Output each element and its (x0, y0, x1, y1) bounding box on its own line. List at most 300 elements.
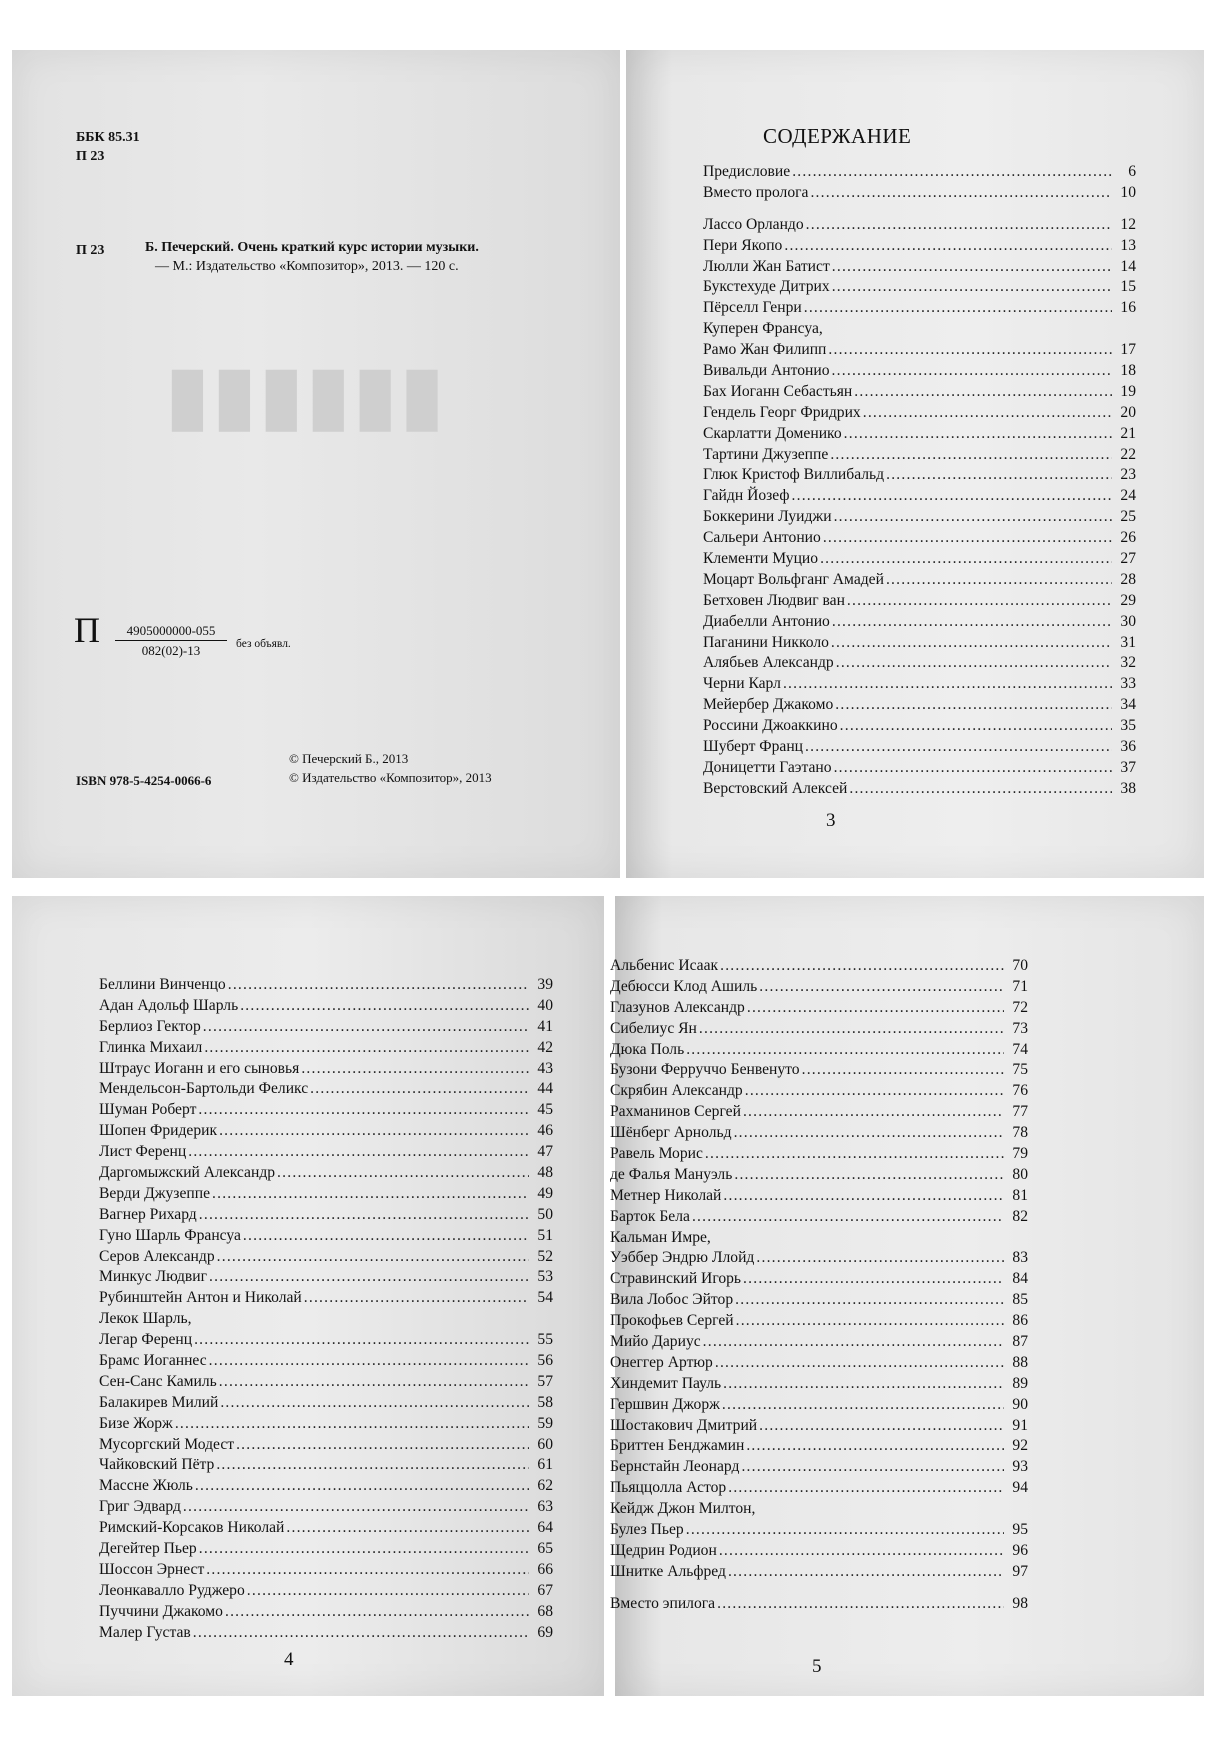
toc-entry (610, 1332, 1028, 1353)
toc-entry (99, 1602, 553, 1623)
toc-entry (703, 424, 1136, 445)
toc-entry-page: 10 (1120, 183, 1136, 201)
toc-entry (610, 1102, 1028, 1123)
toc-leader-dots (219, 1121, 529, 1142)
toc-entry-page: 62 (537, 1477, 553, 1495)
toc-entry-page: 25 (1120, 508, 1136, 526)
toc-entry-name: Сен-Санс Камиль (99, 1372, 217, 1390)
toc-entry-page: 76 (1012, 1082, 1028, 1100)
toc-entry-name: Рахманинов Сергей (610, 1103, 741, 1121)
toc-entry (99, 1351, 553, 1372)
toc-leader-dots (854, 382, 1112, 403)
colophon-page (12, 50, 620, 878)
toc-entry-page: 14 (1120, 257, 1136, 275)
toc-leader-dots (756, 1248, 1004, 1269)
toc-entry-page: 79 (1012, 1145, 1028, 1163)
toc-entry-page: 64 (537, 1519, 553, 1537)
toc-leader-dots (834, 758, 1112, 779)
toc-entry-name: Метнер Николай (610, 1186, 722, 1204)
toc-entry-name: Лассо Орландо (703, 215, 804, 233)
toc-entry-name: Пуччини Джакомо (99, 1602, 223, 1620)
toc-entry (703, 653, 1136, 674)
toc-leader-dots (183, 1497, 529, 1518)
toc-entry-name: Адан Адольф Шарль (99, 996, 239, 1014)
toc-entry-name: Предисловие (703, 163, 791, 180)
toc-entry-page: 32 (1120, 654, 1136, 672)
toc-entry (99, 1560, 553, 1581)
toc-leader-dots (195, 1476, 529, 1497)
toc-entry-page: 20 (1120, 403, 1136, 421)
toc-entry-page: 51 (537, 1226, 553, 1244)
toc-entry (703, 215, 1136, 236)
toc-leader-dots (834, 507, 1112, 528)
toc-entry-page: 70 (1012, 957, 1028, 974)
toc-leader-dots (886, 465, 1112, 486)
toc-leader-dots (286, 1518, 529, 1539)
toc-leader-dots (209, 1351, 529, 1372)
toc-entry-page: 44 (537, 1080, 553, 1098)
toc-leader-dots (194, 1330, 529, 1351)
toc-leader-dots (832, 361, 1112, 382)
toc-leader-dots (806, 215, 1112, 236)
toc-entry-name: Кейдж Джон Милтон, (610, 1500, 756, 1518)
toc-entry (703, 162, 1136, 183)
fraction-numerator: 4905000000-055 (126, 623, 216, 638)
toc-entry (99, 1079, 553, 1100)
toc-entry-page: 63 (537, 1498, 553, 1516)
toc-entry (99, 1435, 553, 1456)
toc-entry-name: Лекок Шарль, (99, 1310, 192, 1328)
toc-entry-name: Малер Густав (99, 1623, 191, 1641)
toc-entry (703, 382, 1136, 403)
toc-entry (703, 695, 1136, 716)
toc-entry-page: 37 (1120, 758, 1136, 776)
toc-leader-dots (692, 1207, 1004, 1228)
toc-entry-page: 31 (1120, 633, 1136, 651)
toc-entry-name: Брамс Иоганнес (99, 1352, 207, 1370)
toc-entry (610, 1060, 1028, 1081)
bib-line-1: Б. Печерский. Очень краткий курс истории музыки. (145, 240, 479, 255)
author-mark-top: П 23 (76, 149, 105, 164)
toc-entry-name: Пьяццолла Астор (610, 1479, 727, 1497)
toc-entry-page: 69 (537, 1623, 553, 1641)
toc-entry (610, 1374, 1028, 1395)
toc-entry-name: Вивальди Антонио (703, 362, 830, 380)
toc-entry-name: Булез Пьер (610, 1521, 684, 1539)
toc-entry-name: Вместо пролога (703, 183, 809, 201)
toc-leader-dots (206, 1560, 529, 1581)
toc-entry (610, 977, 1028, 998)
toc-leader-dots (225, 1602, 529, 1623)
fraction-letter: П (74, 610, 100, 650)
toc-leader-dots (820, 549, 1112, 570)
toc-leader-dots (844, 424, 1112, 445)
toc-leader-dots (188, 1142, 529, 1163)
toc-leader-dots (723, 1186, 1004, 1207)
toc-entry-page: 60 (537, 1435, 553, 1453)
toc-entry-page: 59 (537, 1414, 553, 1432)
toc-entry-name: Клементи Муцио (703, 550, 819, 568)
toc-leader-dots (747, 998, 1004, 1019)
toc-entry-name: Леонкавалло Руджеро (99, 1581, 245, 1599)
toc-entry (610, 1436, 1028, 1457)
toc-entry-page: 47 (537, 1143, 553, 1161)
toc-entry (99, 1100, 553, 1121)
toc-leader-dots (746, 1436, 1004, 1457)
toc-entry-page: 89 (1012, 1374, 1028, 1392)
toc-entry (610, 1562, 1028, 1583)
toc-leader-dots (759, 977, 1004, 998)
toc-entry-page: 55 (537, 1331, 553, 1349)
toc-entry-name: Черни Карл (703, 675, 781, 693)
toc-entry-name: Рамо Жан Филипп (703, 341, 827, 359)
toc-entry (703, 528, 1136, 549)
toc-entry-name: Гуно Шарль Франсуа (99, 1226, 241, 1244)
toc-entry-page: 28 (1120, 570, 1136, 588)
toc-entry (703, 340, 1136, 361)
toc-leader-dots (212, 1184, 529, 1205)
toc-leader-dots (240, 996, 529, 1017)
toc-entry-name: Куперен Франсуа, (703, 320, 823, 338)
copyright-author: © Печерский Б., 2013 (289, 751, 409, 766)
toc-entry (610, 1395, 1028, 1416)
toc-entry (703, 486, 1136, 507)
toc-leader-dots (199, 1205, 529, 1226)
toc-leader-dots (209, 1267, 529, 1288)
toc-entry (610, 1353, 1028, 1374)
toc-entry-name: Римский-Корсаков Николай (99, 1519, 285, 1537)
contents-page-5 (610, 896, 1204, 1696)
page-number-3: 3 (826, 810, 836, 831)
toc-entry-page: 18 (1120, 362, 1136, 380)
toc-leader-dots (792, 486, 1112, 507)
toc-entry-page: 35 (1120, 717, 1136, 735)
toc-entry (99, 1309, 553, 1330)
toc-entry (99, 1455, 553, 1476)
toc-entry (610, 956, 1028, 977)
toc-entry (703, 257, 1136, 278)
no-announcement-note: без объявл. (236, 638, 291, 650)
toc-entry-name: Бах Иоганн Себастьян (703, 382, 853, 400)
bib-line-2: — М.: Издательство «Композитор», 2013. — 120 с. (155, 259, 459, 274)
toc-leader-dots (722, 1395, 1004, 1416)
toc-entry (703, 570, 1136, 591)
toc-entry (99, 1226, 553, 1247)
toc-entry-page: 68 (537, 1602, 553, 1620)
toc-leader-dots (304, 1288, 529, 1309)
toc-leader-dots (686, 1040, 1004, 1061)
toc-entry (703, 737, 1136, 758)
toc-entry-page: 23 (1120, 466, 1136, 484)
toc-entry-page: 22 (1120, 445, 1136, 463)
toc-entry-name: Диабелли Антонио (703, 612, 830, 630)
toc-leader-dots (705, 1144, 1004, 1165)
toc-entry-name: Гендель Георг Фридрих (703, 403, 861, 421)
toc-entry (99, 1372, 553, 1393)
toc-entry (99, 1497, 553, 1518)
toc-entry (703, 319, 1136, 340)
toc-leader-dots (703, 1332, 1004, 1353)
toc-entry-page: 97 (1012, 1562, 1028, 1580)
toc-entry-page: 16 (1120, 299, 1136, 317)
toc-entry (610, 1165, 1028, 1186)
toc-entry-name: Шнитке Альфред (610, 1562, 726, 1580)
toc-entry-page: 80 (1012, 1165, 1028, 1183)
toc-entry (703, 465, 1136, 486)
toc-leader-dots (832, 277, 1112, 298)
toc-entry-page: 41 (537, 1017, 553, 1035)
toc-entry (99, 1414, 553, 1435)
toc-entry (99, 1393, 553, 1414)
toc-entry-page: 91 (1012, 1416, 1028, 1434)
toc-entry (610, 1594, 1028, 1615)
toc-entry-name: Дегейтер Пьер (99, 1540, 197, 1558)
toc-entry-page: 6 (1128, 163, 1136, 180)
toc-entry (610, 1248, 1028, 1269)
toc-entry-name: Скарлатти Доменико (703, 424, 842, 442)
toc-entry (610, 998, 1028, 1019)
toc-entry-name: Рубинштейн Антон и Николай (99, 1289, 302, 1307)
toc-entry-page: 72 (1012, 998, 1028, 1016)
toc-entry-page: 36 (1120, 738, 1136, 756)
toc-entry-page: 95 (1012, 1521, 1028, 1539)
toc-entry-page: 96 (1012, 1541, 1028, 1559)
toc-leader-dots (217, 1247, 529, 1268)
toc-entry-page: 77 (1012, 1103, 1028, 1121)
toc-entry-page: 42 (537, 1038, 553, 1056)
toc-leader-dots (832, 257, 1112, 278)
toc-leader-dots (792, 162, 1112, 183)
toc-spacer (610, 1583, 1028, 1594)
toc-leader-dots (198, 1100, 529, 1121)
toc-entry-page: 13 (1120, 236, 1136, 254)
toc-leader-dots (243, 1226, 529, 1247)
toc-entry-name: Россини Джоаккино (703, 717, 838, 735)
toc-entry-page: 71 (1012, 977, 1028, 995)
toc-entry (610, 1290, 1028, 1311)
toc-entry-page: 29 (1120, 591, 1136, 609)
toc-entry-name: Мендельсон-Бартольди Феликс (99, 1080, 309, 1098)
toc-entry-page: 81 (1012, 1186, 1028, 1204)
contents-list-page-3 (703, 162, 1136, 800)
toc-entry-name: Боккерини Луиджи (703, 508, 832, 526)
toc-entry (703, 277, 1136, 298)
toc-leader-dots (228, 975, 529, 996)
toc-entry-name: Мейербер Джакомо (703, 696, 834, 714)
toc-entry-name: де Фалья Мануэль (610, 1165, 733, 1183)
toc-leader-dots (736, 1311, 1004, 1332)
toc-leader-dots (835, 695, 1112, 716)
toc-entry-name: Бизе Жорж (99, 1414, 173, 1432)
bleed-through-decoration: ▮▮▮▮▮▮ (162, 351, 444, 438)
toc-entry (703, 298, 1136, 319)
toc-entry (99, 1038, 553, 1059)
toc-entry (99, 1288, 553, 1309)
toc-leader-dots (810, 183, 1112, 204)
toc-entry-name: Балакирев Милий (99, 1393, 219, 1411)
toc-entry-name: Букстехуде Дитрих (703, 278, 830, 296)
toc-leader-dots (759, 1416, 1004, 1437)
toc-entry-name: Шуберт Франц (703, 738, 804, 756)
toc-entry (99, 1121, 553, 1142)
toc-spacer (703, 204, 1136, 215)
toc-leader-dots (741, 1457, 1004, 1478)
contents-list-page-5 (610, 956, 1028, 1615)
toc-entry-page: 50 (537, 1205, 553, 1223)
toc-entry-name: Пёрселл Генри (703, 299, 802, 317)
toc-leader-dots (686, 1520, 1004, 1541)
toc-entry-page: 48 (537, 1164, 553, 1182)
toc-entry (610, 1541, 1028, 1562)
toc-leader-dots (301, 1059, 529, 1080)
toc-entry (610, 1207, 1028, 1228)
toc-entry-page: 74 (1012, 1040, 1028, 1058)
toc-entry (703, 183, 1136, 204)
toc-entry (99, 1247, 553, 1268)
toc-entry (610, 1123, 1028, 1144)
toc-entry-page: 54 (537, 1289, 553, 1307)
toc-entry-page: 33 (1120, 675, 1136, 693)
fraction-denominator: 082(02)-13 (141, 643, 201, 658)
toc-entry (99, 1184, 553, 1205)
toc-entry (99, 1518, 553, 1539)
toc-leader-dots (277, 1163, 529, 1184)
toc-leader-dots (836, 653, 1112, 674)
toc-leader-dots (832, 612, 1112, 633)
toc-entry-page: 88 (1012, 1353, 1028, 1371)
toc-entry (99, 1330, 553, 1351)
toc-entry (610, 1019, 1028, 1040)
toc-entry-page: 38 (1120, 779, 1136, 797)
toc-leader-dots (743, 1102, 1004, 1123)
toc-entry-name: Бузони Ферруччо Бенвенуто (610, 1061, 800, 1079)
toc-entry (610, 1081, 1028, 1102)
toc-entry-name: Бриттен Бенджамин (610, 1437, 745, 1455)
toc-entry-name: Бетховен Людвиг ван (703, 591, 845, 609)
author-mark-side: П 23 (76, 243, 105, 258)
toc-entry (99, 1539, 553, 1560)
toc-entry-page: 49 (537, 1184, 553, 1202)
toc-entry-name: Пери Якопо (703, 236, 783, 254)
toc-leader-dots (193, 1623, 529, 1644)
toc-entry (610, 1311, 1028, 1332)
toc-entry (99, 1142, 553, 1163)
toc-entry-page: 58 (537, 1393, 553, 1411)
toc-entry-page: 90 (1012, 1395, 1028, 1413)
toc-entry-page: 46 (537, 1122, 553, 1140)
toc-entry (610, 1186, 1028, 1207)
toc-entry-name: Шоссон Эрнест (99, 1560, 205, 1578)
toc-entry-name: Дебюсси Клод Ашиль (610, 977, 758, 995)
toc-entry-page: 52 (537, 1247, 553, 1265)
copyright-publisher: © Издательство «Композитор», 2013 (289, 770, 492, 785)
toc-entry-name: Беллини Винченцо (99, 976, 226, 993)
toc-entry-page: 78 (1012, 1124, 1028, 1142)
toc-entry (703, 361, 1136, 382)
toc-entry-name: Глюк Кристоф Виллибальд (703, 466, 885, 484)
toc-entry-page: 39 (537, 976, 553, 993)
toc-leader-dots (204, 1038, 529, 1059)
toc-entry (703, 591, 1136, 612)
toc-entry (99, 1017, 553, 1038)
toc-entry-name: Стравинский Игорь (610, 1270, 742, 1288)
toc-entry-name: Григ Эдвард (99, 1498, 181, 1516)
toc-entry-page: 92 (1012, 1437, 1028, 1455)
toc-entry-page: 53 (537, 1268, 553, 1286)
toc-entry (703, 549, 1136, 570)
toc-entry (703, 674, 1136, 695)
toc-entry-name: Скрябин Александр (610, 1082, 743, 1100)
toc-entry (610, 1228, 1028, 1249)
toc-entry-name: Моцарт Вольфганг Амадей (703, 570, 884, 588)
toc-entry-name: Уэббер Эндрю Ллойд (610, 1249, 755, 1267)
toc-entry (610, 1499, 1028, 1520)
toc-entry-name: Онеггер Артюр (610, 1353, 713, 1371)
toc-leader-dots (219, 1372, 529, 1393)
toc-entry-page: 83 (1012, 1249, 1028, 1267)
toc-entry-page: 43 (537, 1059, 553, 1077)
toc-leader-dots (830, 445, 1112, 466)
toc-leader-dots (247, 1581, 529, 1602)
toc-entry (99, 1059, 553, 1080)
toc-entry-page: 61 (537, 1456, 553, 1474)
toc-entry (703, 758, 1136, 779)
toc-entry-page: 40 (537, 996, 553, 1014)
toc-leader-dots (220, 1393, 529, 1414)
toc-entry-page: 87 (1012, 1333, 1028, 1351)
toc-entry-name: Даргомыжский Александр (99, 1164, 276, 1182)
toc-entry (610, 1478, 1028, 1499)
toc-leader-dots (745, 1081, 1004, 1102)
contents-title: СОДЕРЖАНИЕ (763, 124, 912, 148)
toc-entry-name: Паганини Никколо (703, 633, 829, 651)
toc-leader-dots (828, 340, 1112, 361)
toc-leader-dots (175, 1414, 529, 1435)
toc-entry-name: Шёнберг Арнольд (610, 1124, 732, 1142)
toc-entry-name: Лист Ференц (99, 1143, 187, 1161)
toc-entry (610, 1457, 1028, 1478)
toc-entry-page: 17 (1120, 341, 1136, 359)
toc-entry-name: Кальман Имре, (610, 1228, 711, 1246)
toc-leader-dots (728, 1562, 1004, 1583)
toc-entry (99, 1623, 553, 1644)
toc-leader-dots (236, 1435, 529, 1456)
toc-entry-name: Легар Ференц (99, 1331, 193, 1349)
toc-entry (99, 996, 553, 1017)
toc-entry-name: Хиндемит Пауль (610, 1374, 722, 1392)
toc-entry-name: Сальери Антонио (703, 529, 821, 547)
toc-entry-page: 57 (537, 1372, 553, 1390)
toc-entry (703, 445, 1136, 466)
toc-entry-page: 73 (1012, 1019, 1028, 1037)
toc-leader-dots (720, 956, 1004, 977)
toc-entry-name: Чайковский Пётр (99, 1456, 215, 1474)
toc-entry-page: 82 (1012, 1207, 1028, 1225)
toc-leader-dots (735, 1290, 1004, 1311)
toc-entry-name: Доницетти Гаэтано (703, 758, 832, 776)
toc-entry-page: 15 (1120, 278, 1136, 296)
bbk-code: ББК 85.31 (76, 130, 140, 145)
toc-entry (703, 716, 1136, 737)
toc-entry-page: 66 (537, 1560, 553, 1578)
toc-entry-page: 19 (1120, 382, 1136, 400)
toc-entry-name: Гершвин Джорж (610, 1395, 720, 1413)
toc-entry-page: 65 (537, 1540, 553, 1558)
toc-entry-page: 24 (1120, 487, 1136, 505)
toc-leader-dots (203, 1017, 529, 1038)
toc-entry (703, 507, 1136, 528)
toc-entry-page: 30 (1120, 612, 1136, 630)
